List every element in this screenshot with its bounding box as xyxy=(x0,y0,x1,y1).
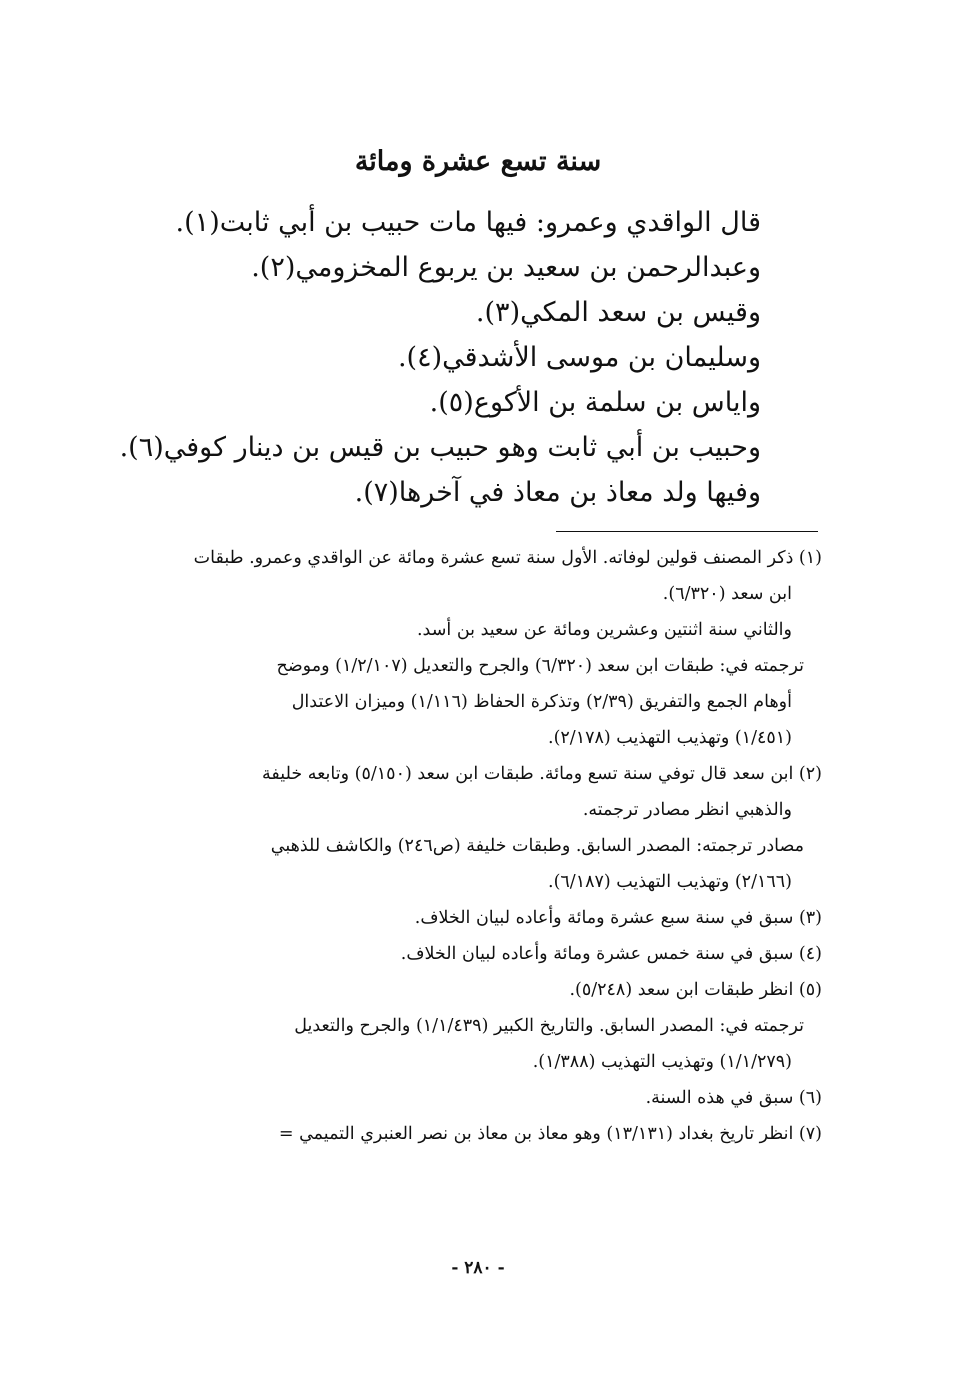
main-line: وسليمان بن موسى الأشدقي(٤). xyxy=(397,342,761,373)
footnote-line: والثاني سنة اثنتين وعشرين ومائة عن سعيد بن أسد. xyxy=(416,620,792,640)
footnote-line: ترجمته في: المصدر السابق. والتاريخ الكبير (١/١/٤٣٩) والجرح والتعديل xyxy=(294,1016,804,1036)
footnote-separator xyxy=(556,531,818,532)
footnote-line: أوهام الجمع والتفريق (٢/٣٩) وتذكرة الحفاظ (١/١١٦) وميزان الاعتدال xyxy=(291,692,792,712)
main-line: وعبدالرحمن بن سعيد بن يربوع المخزومي(٢). xyxy=(251,252,761,283)
footnote-line: (٦) سبق في هذه السنة. xyxy=(645,1088,822,1108)
main-line: وفيها ولد معاذ بن معاذ في آخرها(٧). xyxy=(354,477,761,508)
main-text xyxy=(119,200,761,515)
footnote-line: (٧) انظر تاريخ بغداد (١٣/١٣١) وهو معاذ بن معاذ بن نصر العنبري التميمي = xyxy=(278,1124,822,1144)
footnote-line: ترجمته في: طبقات ابن سعد (٦/٣٢٠) والجرح والتعديل (١/٢/١٠٧) وموضح xyxy=(276,656,804,676)
footnote-line: (٥) انظر طبقات ابن سعد (٥/٢٤٨). xyxy=(569,980,822,1000)
footnote-line: (١) ذكر المصنف قولين لوفاته. الأول سنة تسع عشرة ومائة عن الواقدي وعمرو. طبقات xyxy=(193,548,822,568)
footnote-line: ابن سعد (٦/٣٢٠). xyxy=(662,584,792,604)
footnote-line: (٢/١٦٦) وتهذيب التهذيب (٦/١٨٧). xyxy=(548,872,792,892)
main-line: وقيس بن سعد المكي(٣). xyxy=(475,297,761,328)
main-line: قال الواقدي وعمرو: فيها مات حبيب بن أبي ثابت(١). xyxy=(175,207,761,238)
footnote-line: (٢) ابن سعد قال توفي سنة تسع ومائة. طبقات ابن سعد (٥/١٥٠) وتابعه خليفة xyxy=(262,764,822,784)
footnote-line: والذهبي انظر مصادر ترجمته. xyxy=(582,800,792,820)
footnote-line: (٤) سبق في سنة خمس عشرة ومائة وأعاده لبيان الخلاف. xyxy=(400,944,822,964)
footnote-line: (٣) سبق في سنة سبع عشرة ومائة وأعاده لبيان الخلاف. xyxy=(414,908,822,928)
footnotes xyxy=(122,540,822,1152)
section-heading: سنة تسع عشرة ومائة xyxy=(354,146,602,177)
main-line: واياس بن سلمة بن الأكوع(٥). xyxy=(429,387,761,418)
page-number: - ٢٨٠ - xyxy=(451,1258,505,1278)
footnote-line: (١/٤٥١) وتهذيب التهذيب (٢/١٧٨). xyxy=(548,728,792,748)
footnote-line: مصادر ترجمته: المصدر السابق. وطبقات خليفة (ص٢٤٦) والكاشف للذهبي xyxy=(270,836,804,856)
footnote-line: (١/١/٢٧٩) وتهذيب التهذيب (١/٣٨٨). xyxy=(532,1052,792,1072)
main-line: وحبيب بن أبي ثابت وهو حبيب بن قيس بن دينار كوفي(٦). xyxy=(119,432,761,463)
